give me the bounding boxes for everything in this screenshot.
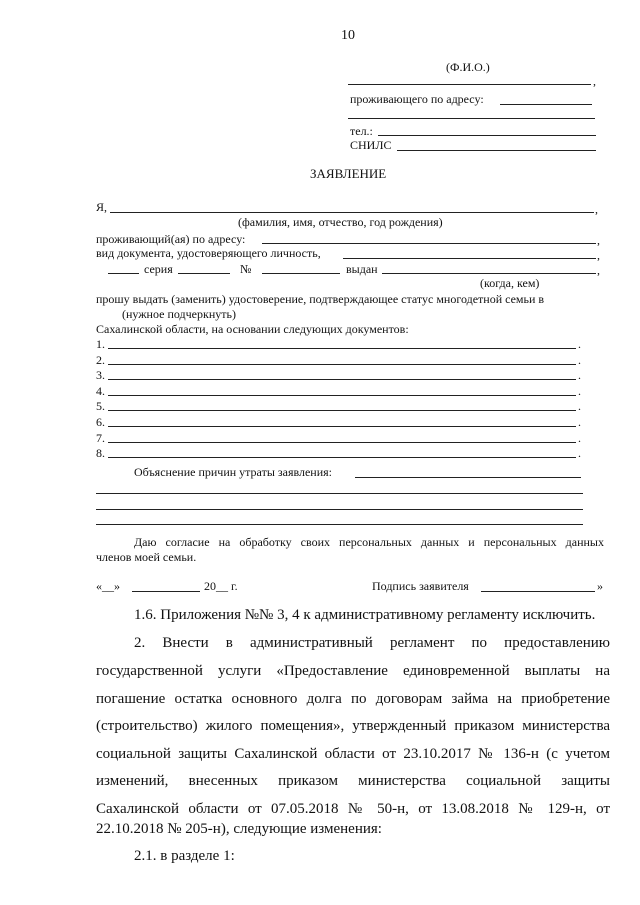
paragraph-2-line: 22.10.2018 № 205-н), следующие изменения: [96,821,382,837]
issued-comma: , [597,263,600,277]
loss-line-2[interactable] [96,509,583,510]
doc-item-line[interactable] [108,457,576,458]
residence-comma: , [597,233,600,247]
signature-label: Подпись заявителя [372,579,469,593]
loss-line-1[interactable] [96,493,583,494]
form-title: ЗАЯВЛЕНИЕ [310,166,387,181]
header-address-label: проживающего по адресу: [350,92,484,106]
paragraph-2-line: 2. Внести в административный регламент по предоставлению [134,635,610,651]
applicant-fio-line[interactable] [110,212,594,213]
signature-close: » [597,579,603,593]
doc-item-line[interactable] [108,395,576,396]
issued-line[interactable] [382,273,596,274]
header-address-line-2[interactable] [348,118,595,119]
phone-line[interactable] [378,135,596,136]
paragraph-2-line: изменений, внесенных приказом министерства социальной защиты [96,773,610,789]
number-label: № [240,262,252,276]
fio-line[interactable] [348,84,591,85]
series-line[interactable] [178,273,230,274]
doc-item-period: . [578,431,581,445]
doc-item-number: 2. [96,353,105,367]
loss-line-0[interactable] [355,477,581,478]
doc-item-period: . [578,384,581,398]
snils-line[interactable] [397,150,596,151]
consent-line-2: членов моей семьи. [96,550,197,564]
doc-item-line[interactable] [108,364,576,365]
doc-item-number: 8. [96,446,105,460]
doc-item-number: 3. [96,368,105,382]
doc-item-number: 4. [96,384,105,398]
issued-hint: (когда, кем) [480,276,540,290]
ya-label: Я, [96,200,108,214]
consent-line-1: Даю согласие на обработку своих персональных данных и персональных данных [134,535,604,549]
page-number: 10 [341,28,355,43]
fio-hint: (фамилия, имя, отчество, год рождения) [238,215,443,229]
doc-item-number: 6. [96,415,105,429]
loss-label: Объяснение причин утраты заявления: [134,465,332,479]
series-prefix-line[interactable] [108,273,139,274]
paragraph-1-6: 1.6. Приложения №№ 3, 4 к административному регламенту исключить. [134,607,596,623]
paragraph-2-line: погашение остатка основного долга по договорам займа на приобретение [96,691,610,707]
fio-label: (Ф.И.О.) [446,60,490,74]
doc-item-line[interactable] [108,426,576,427]
paragraph-2-line: (строительство) жилого помещения», утвержденный приказом министерства [96,718,610,734]
doc-item-number: 7. [96,431,105,445]
id-doc-line[interactable] [343,258,596,259]
header-address-line-1[interactable] [500,104,592,105]
doc-item-period: . [578,399,581,413]
paragraph-2-line: Сахалинской области от 07.05.2018 № 50-н, от 13.08.2018 № 129-н, от [96,801,610,817]
signature-line[interactable] [481,591,595,592]
request-line: прошу выдать (заменить) удостоверение, подтверждающее статус многодетной семьи в [96,292,545,306]
doc-item-period: . [578,353,581,367]
doc-item-line[interactable] [108,442,576,443]
doc-item-period: . [578,337,581,351]
basis-line: Сахалинской области, на основании следующих документов: [96,322,409,336]
doc-item-line[interactable] [108,348,576,349]
doc-item-period: . [578,446,581,460]
loss-line-3[interactable] [96,524,583,525]
paragraph-2-line: социальной защиты Сахалинской области от 23.10.2017 № 136-н (с учетом [96,746,610,762]
residence-line[interactable] [262,243,596,244]
ya-comma: , [595,202,598,216]
id-doc-comma: , [597,248,600,262]
phone-label: тел.: [350,124,373,138]
date-day: «__» [96,579,120,593]
fio-comma: , [593,74,596,88]
doc-item-line[interactable] [108,379,576,380]
paragraph-2-1: 2.1. в разделе 1: [134,848,235,864]
number-line[interactable] [262,273,340,274]
underline-hint: (нужное подчеркнуть) [122,307,236,321]
doc-item-number: 1. [96,337,105,351]
series-label: серия [144,262,173,276]
residence-label: проживающий(ая) по адресу: [96,232,246,246]
snils-label: СНИЛС [350,138,392,152]
doc-item-line[interactable] [108,410,576,411]
id-doc-label: вид документа, удостоверяющего личность, [96,246,321,260]
doc-item-number: 5. [96,399,105,413]
doc-item-period: . [578,368,581,382]
date-year: 20__ г. [204,579,238,593]
paragraph-2-line: государственной услуги «Предоставление единовременной выплаты на [96,663,610,679]
date-month-line[interactable] [132,591,200,592]
doc-item-period: . [578,415,581,429]
issued-label: выдан [346,262,378,276]
